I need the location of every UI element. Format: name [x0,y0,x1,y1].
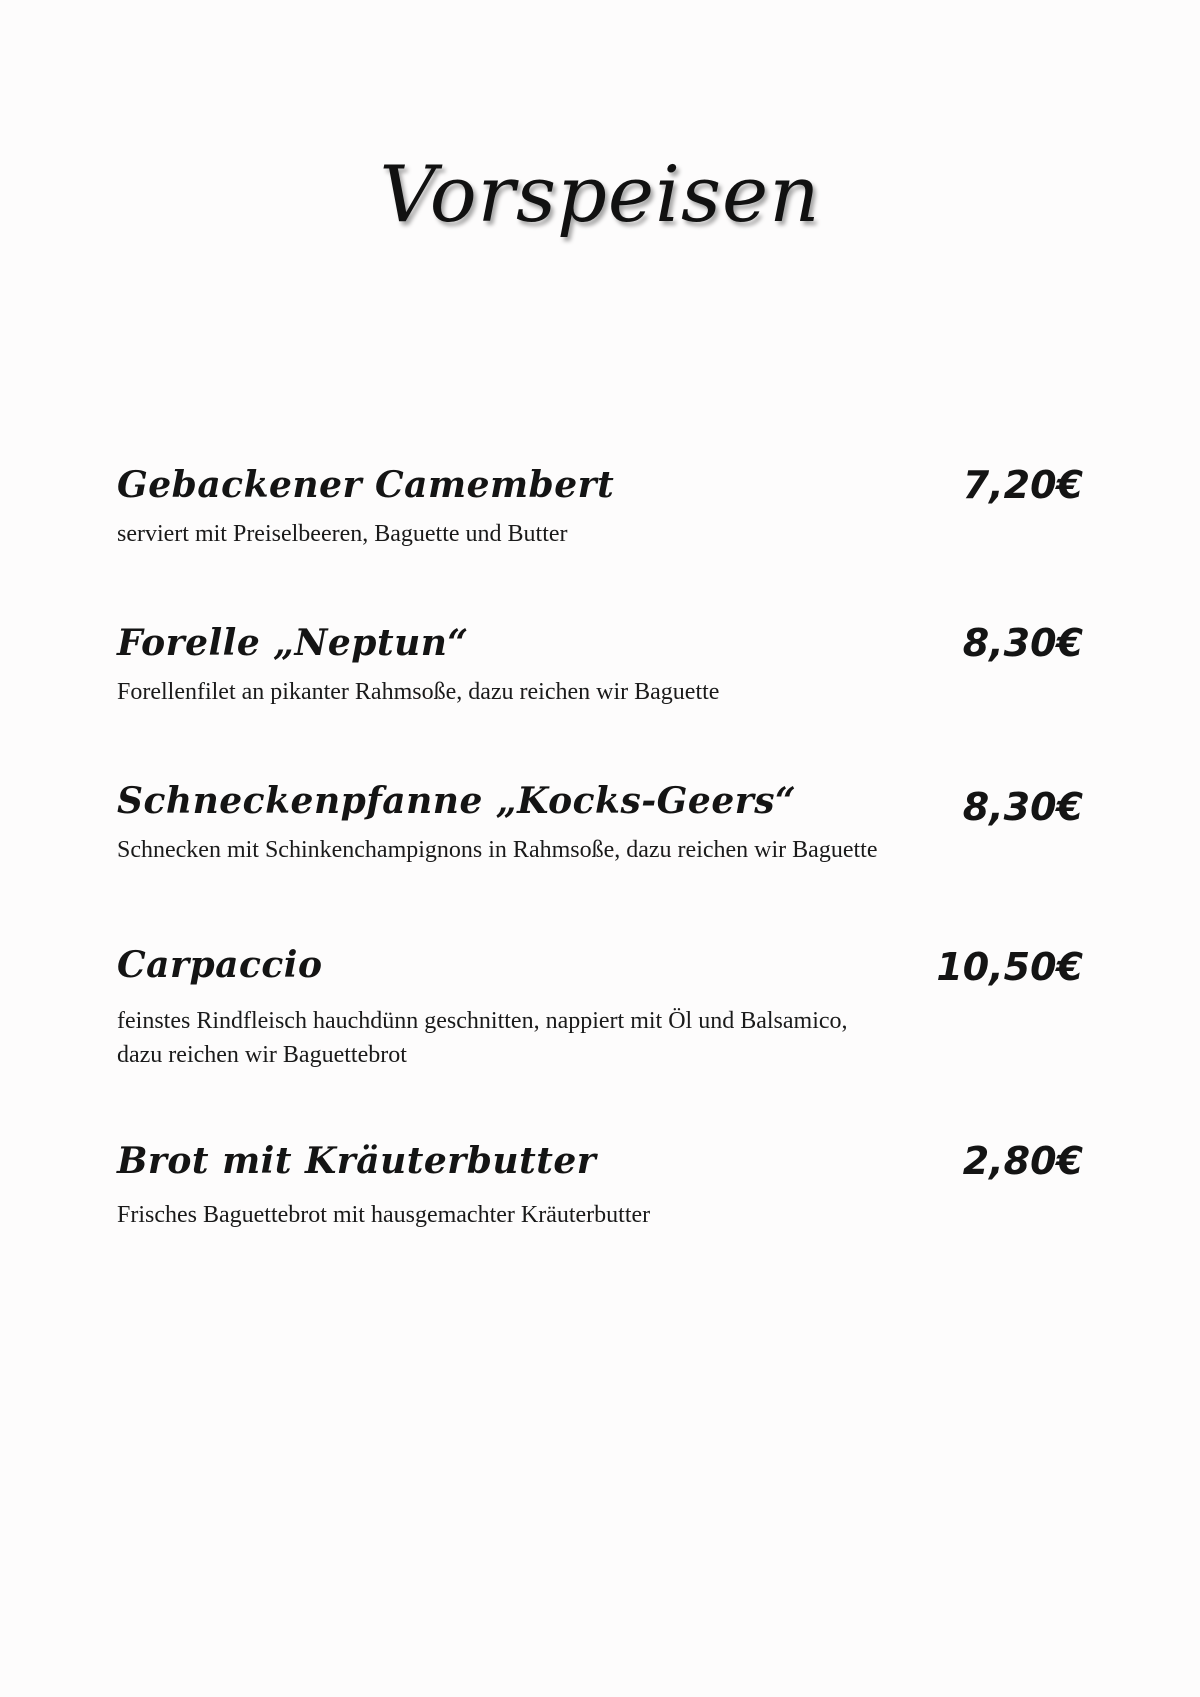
menu-list [117,462,1083,1258]
menu-item-description [117,1004,937,1072]
menu-item-price: 8,30€ [962,785,1083,829]
menu-item-name: Forelle „Neptun“ [117,622,469,664]
menu-item-price: 8,30€ [962,621,1083,665]
page-title: Vorspeisen [379,150,821,240]
menu-item-header [117,1138,1083,1198]
menu-item-description: Forellenfilet an pikanter Rahmsoße, dazu reichen wir Baguette [117,679,720,705]
menu-item [117,462,1083,620]
menu-item-header [117,778,1083,833]
menu-item-description: serviert mit Preiselbeeren, Baguette und Butter [117,521,568,547]
menu-item-description: Frisches Baguettebrot mit hausgemachter Kräuterbutter [117,1202,651,1228]
menu-item [117,942,1083,1138]
menu-item-description-line: dazu reichen wir Baguettebrot [117,1042,407,1068]
menu-item-name: Gebackener Camembert [117,464,615,506]
menu-item-header [117,462,1083,517]
menu-item-price: 10,50€ [936,945,1083,989]
menu-item [117,620,1083,778]
menu-item-name: Brot mit Kräuterbutter [117,1140,597,1182]
menu-item-header [117,620,1083,675]
menu-item-price: 2,80€ [962,1139,1083,1183]
menu-item-name: Schneckenpfanne „Kocks-Geers“ [117,780,797,822]
menu-item-description-line: feinstes Rindfleisch hauchdünn geschnitten, nappiert mit Öl und Balsamico, [117,1008,848,1034]
menu-item-header [117,942,1083,1004]
menu-item [117,778,1083,942]
menu-item [117,1138,1083,1258]
menu-item-name: Carpaccio [117,944,323,986]
menu-item-description: Schnecken mit Schinkenchampignons in Rahmsoße, dazu reichen wir Baguette [117,837,878,863]
menu-item-price: 7,20€ [962,463,1083,507]
